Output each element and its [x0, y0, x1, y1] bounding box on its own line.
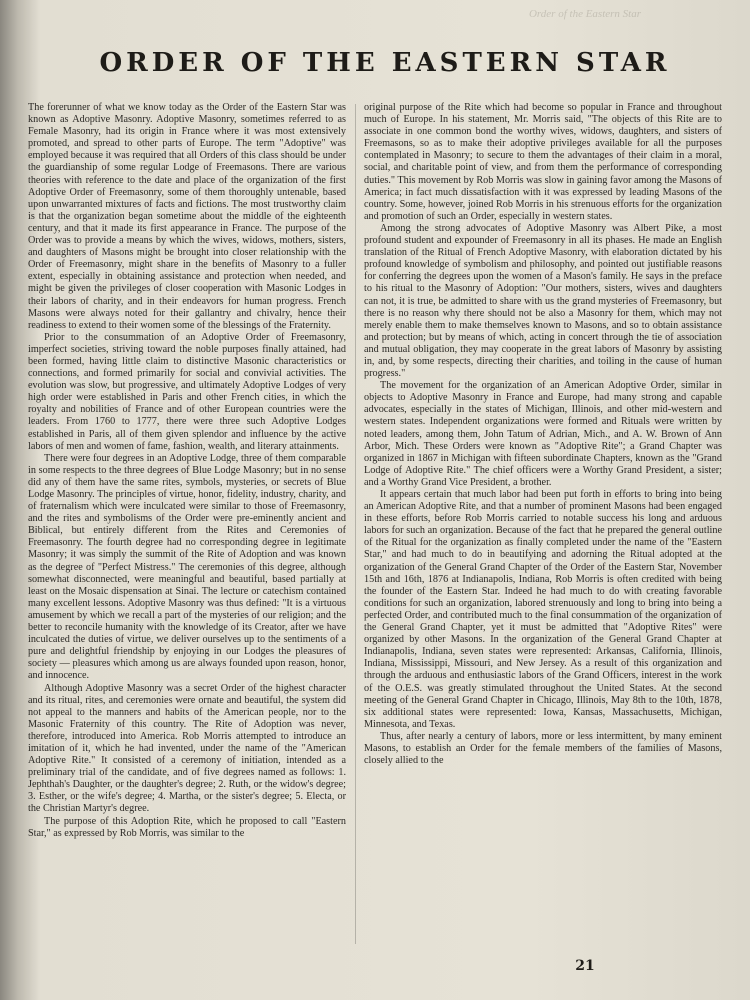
- paragraph: Although Adoptive Masonry was a secret Order of the highest character and its ritual, rites, and ceremonies were ornate and beautiful, the system did not appeal to the manners and habits of the American people, nor to the Masonic Fraternity of this country. The Rite of Adoption was never, therefore, introduced into America. Rob Morris attempted to introduce an imitation of it, which he had invented, under the name of the "American Adoptive Rite." It consisted of a ceremony of initiation, intended as a preliminary trial of the candidate, and of five degrees named as follows: 1. Jephthah's Daughter, or the daughter's degree; 2. Ruth, or the widow's degree; 3. Esther, or the wife's degree; 4. Martha, or the sister's degree; 5. Electa, or the Christian Martyr's degree.: [28, 682, 346, 815]
- page-number: 21: [575, 958, 595, 974]
- left-column: [28, 102, 346, 947]
- paragraph: The forerunner of what we know today as the Order of the Eastern Star was known as Adoptive Masonry. Adoptive Masonry, sometimes referred to as Female Masonry, had its origin in France where it was most extensively promoted, and spread to other parts of Europe. The term "Adoptive" was employed because it was required that all Orders of this class should be under the guardianship of some regular Lodge of Freemasons. There are various theories with reference to the date and place of the organization of the first Adoptive Order of Freemasonry, some of them thoroughly untenable, based upon unwarranted mixtures of facts and fictions. The most trustworthy claim is that the organization began sometime about the middle of the eighteenth century, and that it made its first appearance in France. The purpose of the Order was to provide a means by which the wives, widows, mothers, sisters, and daughters of Masons might be brought into closer relationship with the Order of Freemasonry, might share in the benefits of Masonry to a fuller extent, especially in obtaining assistance and protection when needed, and might be given the privileges of closer cooperation with Masonic Lodges in their labors of charity, and in their endeavors for human progress. French Masons were always noted for their gallantry and chivalry, hence their readiness to extend to their women some of the blessings of the Fraternity.: [28, 102, 346, 331]
- right-column: [364, 102, 722, 947]
- page-title: ORDER OF THE EASTERN STAR: [99, 48, 671, 78]
- paragraph: Thus, after nearly a century of labors, more or less intermittent, by many eminent Masons, to establish an Order for the female members of the families of Masons, closely allied to the: [364, 730, 722, 767]
- paragraph: There were four degrees in an Adoptive Lodge, three of them comparable in some respects to the three degrees of Blue Lodge Masonry; but in no sense did any of them have the same rites, symbols, mysteries, or secrets of Blue Lodge Masonry. The principles of virtue, honor, fidelity, industry, charity, and of fraternalism which were inculcated were similar to those of Freemasonry, and the rites and symbolisms of the Order were pre-eminently ancient and Biblical, but entirely different from the Rites and Ceremonies of Freemasonry. The fourth degree had no corresponding degree in legitimate Masonry; it was simply the summit of the Rite of Adoption and was known as the degree of "Perfect Mistress." The ceremonies of this degree, although somewhat disconnected, were meaningful and beautiful, based partially at least on the Mosaic dispensation at Sinai. The lecture or catechism contained many excellent lessons. Adoptive Masonry was thus defined: "It is a virtuous amusement by which we recall a part of the mysteries of our religion; and the better to reconcile humanity with the knowledge of its Creator, after we have inculcated the duties of virtue, we deliver ourselves up to the sentiments of a pure and delightful friendship by enjoying in our Lodges the pleasures of society — pleasures which among us are always founded upon reason, honor, and innocence.: [28, 452, 346, 682]
- paragraph: original purpose of the Rite which had become so popular in France and throughout much of Europe. In his statement, Mr. Morris said, "The objects of this Rite are to associate in one common bond the worthy wives, widows, daughters, and sisters of Freemasons, so as to make their adoptive privileges available for all the purposes contemplated in Masonry; to secure to them the advantages of their claim in a moral, social, and charitable point of view, and from them the performance of corresponding duties." This movement by Rob Morris was slow in gaining favor among the Masons of America; in fact much dissatisfaction with it was expressed by leading Masons of the country. Some, however, joined Rob Morris in his strenuous efforts for the organization and promotion of such an Order, especially in western states.: [364, 102, 722, 222]
- paragraph: The purpose of this Adoption Rite, which he proposed to call "Eastern Star," as expressed by Rob Morris, was similar to the: [28, 815, 346, 839]
- paragraph: The movement for the organization of an American Adoptive Order, similar in objects to Adoptive Masonry in France and Europe, had many strong and capable advocates, especially in the states of Michigan, Illinois, and other mid-western and western states. Independent organizations were formed and Rituals were written by noted leaders, among them, John Tatum of Adrian, Mich., and A. W. Brown of Ann Arbor, Mich. These Orders were known as "Adoptive Rite"; a Grand Chapter was organized in 1867 in Michigan with fifteen subordinate Chapters, known as the "Grand Lodge of Adoptive Rite." The chief officers were a Worthy Grand President, a sister; and a Worthy Grand Vice President, a brother.: [364, 380, 722, 488]
- paragraph: Among the strong advocates of Adoptive Masonry was Albert Pike, a most profound student and expounder of Freemasonry in all its phases. He made an English translation of the Ritual of French Adoptive Masonry, with elaboration dictated by his profound knowledge of symbolism and philosophy, and pointed out justifiable reasons for conferring the degrees upon the women of a Mason's family. He says in the preface to his ritual to the Masonry of Adoption: "Our mothers, sisters, wives and daughters can not, it is true, be admitted to share with us the grand mysteries of Freemasonry, but there is no reason why there should not be also a Masonry for them, which may not merely enable them to make themselves known to Masons, and so to obtain assistance and protection; but by means of which, acting in concert through the tie of association and mutual obligation, they may cooperate in the great labors of Masonry by assisting in, and, by some respects, directing their charities, and toiling in the cause of human progress.": [364, 222, 722, 380]
- paragraph: Prior to the consummation of an Adoptive Order of Freemasonry, imperfect societies, striving toward the noble purposes finally attained, had been formed, having little claim to distinctive Masonic characteristics or connections, and formed primarily for social and convivial activities. The evolution was slow, but progressive, and ultimately Adoptive Lodges of very high order were established in Paris and other French cities, in which the royalty and nobilities of France and of other European countries were the leaders. From 1760 to 1777, there were three such Adoptive Lodges established in Paris, all of them given splendor and influence by the active labors of men and women of fame, fashion, wealth, and literary attainments.: [28, 331, 346, 452]
- bleed-through-text: Order of the Eastern Star: [528, 8, 642, 20]
- paragraph: It appears certain that much labor had been put forth in efforts to bring into being an American Adoptive Rite, and that a number of prominent Masons had been engaged in these efforts, before Rob Morris carried to notable success his long and arduous labors for such an organization. Because of the fact that he prepared the general outline of the Ritual for the organization as finally completed under the name of the "Eastern Star," and had much to do in beautifying and adorning the Ritual adopted at the organization of the General Grand Chapter of the Order of the Eastern Star, November 15th and 16th, 1876 at Indianapolis, Indiana, Rob Morris is often credited with being the founder of the Eastern Star. Indeed he had much to do with creating favorable conditions for such an organization, labored strenuously and long to bring into being a perfected Order, and contributed much to the final consummation of the organization of the General Grand Chapter, yet it must be admitted that "Adoptive Rites" were organized by other Masons. In the organization of the General Grand Chapter at Indianapolis, Indiana, seven states were represented: Arkansas, California, Illinois, Indiana, Mississippi, Missouri, and New Jersey. As a result of this organization and through the arduous and enthusiastic labors of the Grand Officers, interest in the work of the O.E.S. was greatly stimulated throughout the United States. At the second meeting of the General Grand Chapter in Chicago, Illinois, May 8th to the 10th, 1878, six additional states were represented: Iowa, Kansas, Massachusetts, Michigan, Minnesota, and Texas.: [364, 489, 722, 730]
- column-divider: [355, 104, 356, 944]
